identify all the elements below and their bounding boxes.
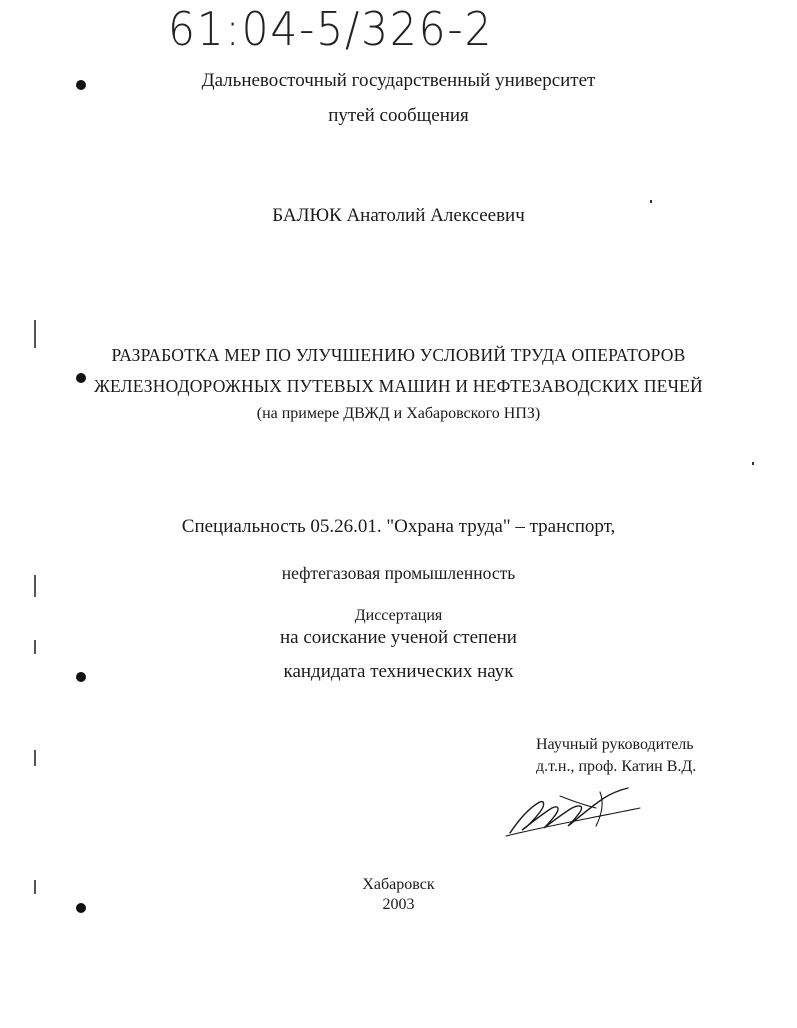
thesis-title-line1: РАЗРАБОТКА МЕР ПО УЛУЧШЕНИЮ УСЛОВИЙ ТРУДА ОПЕРАТОРОВ [111,345,686,365]
scan-speck [650,200,652,203]
specialty-line1: Специальность 05.26.01. "Охрана труда" – транспорт, [181,516,616,537]
thesis-title-line2: ЖЕЛЕЗНОДОРОЖНЫХ ПУТЕВЫХ МАШИН И НЕФТЕЗАВОДСКИХ ПЕЧЕЙ [94,376,703,396]
scan-edge-mark [34,320,36,348]
supervisor-block [536,734,736,778]
degree-line1: на соискание ученой степени [280,627,517,648]
signature-icon [500,778,660,848]
handwritten-catalog-number: 61:04-5/326-2 [168,2,494,56]
city: Хабаровск [362,876,435,893]
specialty-line2: нефтегазовая промышленность [281,563,516,583]
scan-edge-mark [34,750,36,766]
scan-speck [752,462,754,465]
author-name: БАЛЮК Анатолий Алексеевич [272,205,525,226]
degree-line2: кандидата технических наук [283,661,514,682]
university-name-line2: путей сообщения [328,105,469,126]
thesis-title-subtitle: (на примере ДВЖД и Хабаровского НПЗ) [256,405,541,422]
dissertation-label: Диссертация [354,607,443,624]
university-name: Дальневосточный государственный университет [201,70,596,91]
supervisor-label: Научный руководитель [536,736,694,753]
year: 2003 [382,896,415,913]
supervisor-name: д.т.н., проф. Катин В.Д. [536,758,697,775]
